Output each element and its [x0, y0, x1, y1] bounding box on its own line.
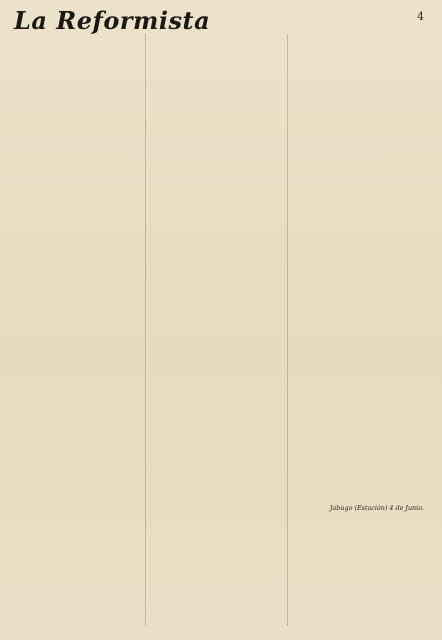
dateline: Jabugo (Estación) 4 de Junio.: [329, 504, 424, 512]
column-1: [12, 34, 146, 626]
masthead: [12, 6, 430, 34]
page-number: 4: [417, 10, 424, 23]
masthead-title: La Reformista: [14, 6, 211, 35]
column-2: [154, 34, 288, 626]
column-3: [296, 34, 430, 626]
article-columns: [12, 34, 430, 626]
